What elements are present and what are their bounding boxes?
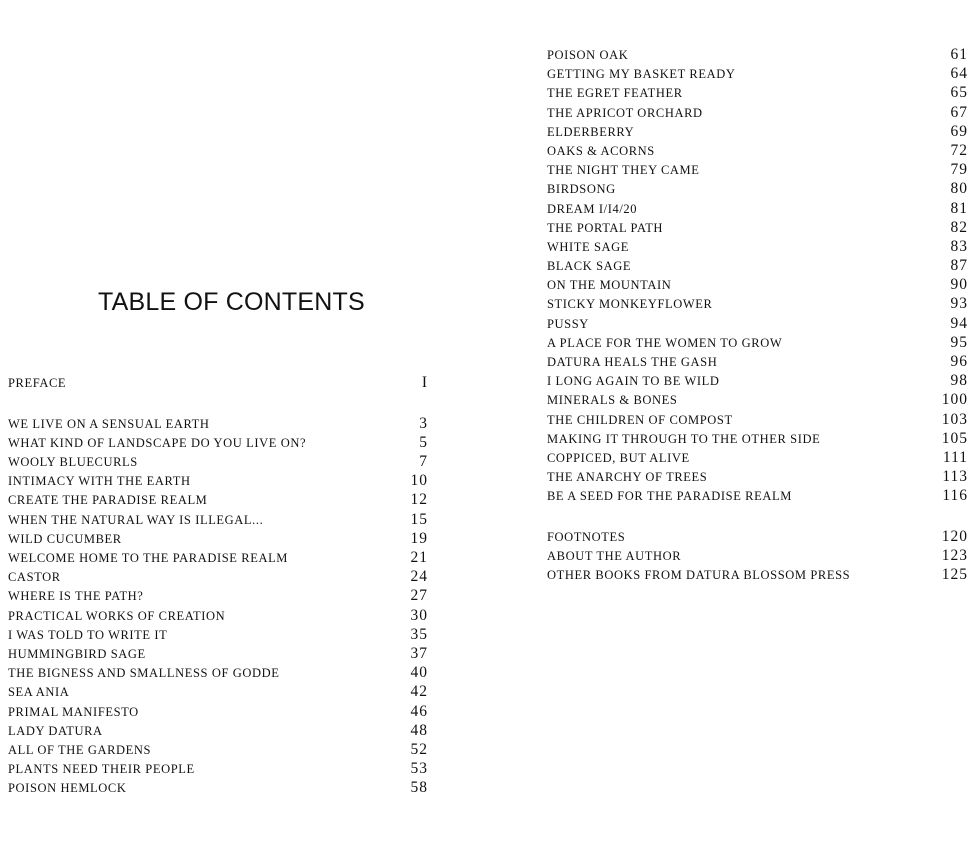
toc-entry-title: MAKING IT THROUGH TO THE OTHER SIDE bbox=[547, 431, 821, 446]
toc-entry-page: 67 bbox=[950, 103, 968, 121]
toc-entry[interactable] bbox=[8, 490, 428, 509]
toc-entry[interactable] bbox=[547, 294, 968, 313]
toc-entry[interactable] bbox=[547, 64, 968, 83]
toc-entry-title: PRIMAL MANIFESTO bbox=[8, 704, 139, 719]
toc-entry[interactable] bbox=[8, 433, 428, 452]
toc-entry[interactable] bbox=[8, 529, 428, 548]
toc-right-column bbox=[547, 45, 968, 585]
toc-entry-page: 12 bbox=[410, 491, 428, 509]
page-title: TABLE OF CONTENTS bbox=[98, 288, 365, 316]
toc-entry-title: DATURA HEALS THE GASH bbox=[547, 355, 718, 369]
toc-entry-title: LADY DATURA bbox=[8, 723, 103, 738]
toc-entry-page: 81 bbox=[950, 199, 968, 217]
toc-entry-title: PLANTS NEED THEIR PEOPLE bbox=[8, 762, 195, 777]
toc-entry-title: THE APRICOT ORCHARD bbox=[547, 105, 703, 120]
toc-entry[interactable] bbox=[8, 682, 428, 701]
toc-entry-title: WELCOME HOME TO THE PARADISE REALM bbox=[8, 551, 289, 565]
toc-entry-page: 116 bbox=[942, 487, 968, 505]
toc-entry-title: WHAT KIND OF LANDSCAPE DO YOU LIVE ON? bbox=[8, 435, 307, 450]
toc-entry-title: WHEN THE NATURAL WAY IS ILLEGAL... bbox=[8, 512, 264, 527]
toc-entry[interactable] bbox=[8, 548, 428, 567]
toc-entry-page: 113 bbox=[942, 468, 968, 486]
toc-entry-page: 53 bbox=[410, 760, 428, 778]
toc-entry-page: 69 bbox=[950, 122, 968, 140]
toc-entry[interactable] bbox=[547, 83, 968, 102]
toc-entry-page: 111 bbox=[942, 448, 968, 466]
toc-entry-title: WOOLY BLUECURLS bbox=[8, 455, 138, 470]
toc-entry[interactable] bbox=[547, 160, 968, 179]
toc-entry-page: 96 bbox=[950, 353, 968, 370]
toc-entry-page: 3 bbox=[419, 414, 428, 432]
toc-entry[interactable] bbox=[547, 122, 968, 141]
toc-entry[interactable] bbox=[8, 663, 428, 682]
toc-entry-title: PRACTICAL WORKS OF CREATION bbox=[8, 608, 226, 623]
toc-entry[interactable] bbox=[547, 179, 968, 198]
toc-entry[interactable] bbox=[8, 567, 428, 586]
toc-entry[interactable] bbox=[547, 448, 968, 467]
toc-entry-title: THE ANARCHY OF TREES bbox=[547, 470, 708, 485]
toc-entry-title: THE CHILDREN OF COMPOST bbox=[547, 412, 733, 427]
toc-entry-page: 94 bbox=[950, 314, 968, 332]
toc-entry-title: HUMMINGBIRD SAGE bbox=[8, 646, 146, 661]
toc-entry-title: FOOTNOTES bbox=[547, 530, 626, 544]
toc-entry-page: 48 bbox=[410, 721, 428, 739]
toc-entry-title: THE NIGHT THEY CAME bbox=[547, 163, 700, 178]
toc-entry-page: 105 bbox=[941, 429, 968, 447]
toc-entry-title: PREFACE bbox=[8, 376, 67, 390]
toc-entry-page: 125 bbox=[941, 566, 968, 584]
toc-entry-page: 19 bbox=[410, 529, 428, 547]
toc-entry[interactable] bbox=[547, 45, 968, 64]
toc-entry-page: 21 bbox=[410, 549, 428, 566]
toc-entry-page: 100 bbox=[941, 391, 968, 409]
section-spacer bbox=[8, 392, 428, 414]
toc-entry-title: CASTOR bbox=[8, 570, 61, 585]
toc-entry[interactable] bbox=[547, 352, 968, 371]
toc-entry-title: ALL OF THE GARDENS bbox=[8, 742, 152, 757]
toc-entry-title: I LONG AGAIN TO BE WILD bbox=[547, 374, 720, 389]
toc-entry[interactable] bbox=[547, 141, 968, 160]
toc-entry-page: 72 bbox=[950, 141, 968, 159]
toc-entry-page: 40 bbox=[410, 664, 428, 682]
toc-entry-page: 95 bbox=[950, 333, 968, 351]
toc-entry[interactable] bbox=[547, 467, 968, 486]
toc-entry-page: 79 bbox=[950, 161, 968, 179]
toc-entry-title: POISON HEMLOCK bbox=[8, 781, 127, 796]
toc-entry-page: 64 bbox=[950, 65, 968, 83]
toc-entry-page: 46 bbox=[410, 702, 428, 720]
toc-entry[interactable] bbox=[547, 275, 968, 294]
toc-entry[interactable] bbox=[8, 452, 428, 471]
toc-entry[interactable] bbox=[547, 314, 968, 333]
toc-entry-title: ELDERBERRY bbox=[547, 124, 635, 139]
toc-entry-page: 30 bbox=[410, 606, 428, 624]
toc-entry-page: 7 bbox=[419, 453, 428, 471]
toc-entry[interactable] bbox=[547, 103, 968, 122]
toc-entry-page: 98 bbox=[950, 372, 968, 390]
toc-entry[interactable] bbox=[547, 410, 968, 429]
toc-entry-page: 27 bbox=[410, 587, 428, 605]
toc-entry-title: CREATE THE PARADISE REALM bbox=[8, 493, 208, 508]
toc-entry-page: 103 bbox=[941, 410, 968, 428]
toc-entry-page: 83 bbox=[950, 237, 968, 255]
toc-entry[interactable] bbox=[547, 527, 968, 546]
toc-entry[interactable] bbox=[547, 218, 968, 237]
toc-entry[interactable] bbox=[547, 546, 968, 565]
toc-entry[interactable] bbox=[547, 256, 968, 275]
toc-entry-preface[interactable] bbox=[8, 373, 428, 392]
toc-entry[interactable] bbox=[547, 237, 968, 256]
toc-entry-title: BIRDSONG bbox=[547, 182, 616, 197]
toc-entry-page: 5 bbox=[419, 433, 428, 451]
toc-entry-page: 10 bbox=[410, 472, 428, 490]
toc-entry-page: 58 bbox=[410, 779, 428, 797]
toc-entry-title: THE EGRET FEATHER bbox=[547, 86, 683, 101]
toc-entry-title: BLACK SAGE bbox=[547, 259, 632, 274]
toc-entry-title: POISON OAK bbox=[547, 48, 629, 62]
toc-entry[interactable] bbox=[8, 606, 428, 625]
toc-entry[interactable] bbox=[8, 759, 428, 778]
toc-entry[interactable] bbox=[547, 390, 968, 409]
toc-entry-title: COPPICED, BUT ALIVE bbox=[547, 450, 690, 465]
toc-entry-title: THE PORTAL PATH bbox=[547, 220, 664, 235]
toc-entry-page: 37 bbox=[410, 644, 428, 662]
toc-entry[interactable] bbox=[8, 471, 428, 490]
toc-entry[interactable] bbox=[547, 565, 968, 584]
toc-entry-title: WHERE IS THE PATH? bbox=[8, 589, 144, 604]
toc-entry-page: 42 bbox=[410, 683, 428, 701]
section-spacer bbox=[547, 506, 968, 528]
toc-entry-page: 61 bbox=[950, 46, 968, 63]
toc-back-matter bbox=[547, 527, 968, 585]
toc-entry[interactable] bbox=[8, 510, 428, 529]
toc-entry-page: 120 bbox=[941, 528, 968, 545]
toc-entry-page: 82 bbox=[950, 218, 968, 236]
toc-entry-title: OTHER BOOKS FROM DATURA BLOSSOM PRESS bbox=[547, 568, 851, 583]
toc-entry[interactable] bbox=[8, 644, 428, 663]
toc-entry-page: 93 bbox=[950, 295, 968, 313]
toc-entry[interactable] bbox=[547, 199, 968, 218]
toc-entry-page: 24 bbox=[410, 568, 428, 586]
toc-entry-title: OAKS & ACORNS bbox=[547, 143, 655, 158]
toc-entry-title: I WAS TOLD TO WRITE IT bbox=[8, 627, 168, 642]
toc-entry[interactable] bbox=[547, 486, 968, 505]
toc-entry-title: PUSSY bbox=[547, 316, 589, 331]
toc-entry-title: SEA ANIA bbox=[8, 685, 70, 700]
toc-entry-title: BE A SEED FOR THE PARADISE REALM bbox=[547, 489, 792, 504]
toc-entry-title: THE BIGNESS AND SMALLNESS OF GODDE bbox=[8, 666, 280, 681]
toc-entry-title: WILD CUCUMBER bbox=[8, 531, 122, 546]
toc-right-entries bbox=[547, 45, 968, 506]
toc-left-column bbox=[8, 373, 428, 797]
toc-entry-title: ON THE MOUNTAIN bbox=[547, 278, 672, 293]
toc-entry-title: A PLACE FOR THE WOMEN TO GROW bbox=[547, 335, 783, 350]
toc-entry[interactable] bbox=[547, 371, 968, 390]
toc-entry-title: WHITE SAGE bbox=[547, 239, 630, 254]
toc-entry-page: I bbox=[421, 374, 428, 391]
toc-entry[interactable] bbox=[8, 586, 428, 605]
toc-left-entries bbox=[8, 414, 428, 798]
toc-entry-title: GETTING MY BASKET READY bbox=[547, 67, 736, 82]
toc-entry[interactable] bbox=[8, 414, 428, 433]
toc-entry[interactable] bbox=[547, 429, 968, 448]
toc-entry-title: MINERALS & BONES bbox=[547, 393, 678, 408]
toc-entry-title: WE LIVE ON A SENSUAL EARTH bbox=[8, 416, 210, 431]
toc-entry-title: STICKY MONKEYFLOWER bbox=[547, 297, 713, 312]
toc-entry-title: DREAM I/I4/20 bbox=[547, 201, 638, 216]
toc-entry[interactable] bbox=[8, 740, 428, 759]
toc-entry[interactable] bbox=[8, 778, 428, 797]
toc-entry-title: INTIMACY WITH THE EARTH bbox=[8, 474, 191, 489]
toc-entry[interactable] bbox=[8, 625, 428, 644]
toc-entry-page: 35 bbox=[410, 625, 428, 643]
toc-entry-page: 15 bbox=[410, 510, 428, 528]
toc-entry-page: 123 bbox=[941, 547, 968, 565]
toc-entry[interactable] bbox=[547, 333, 968, 352]
toc-entry[interactable] bbox=[8, 721, 428, 740]
toc-entry-title: ABOUT THE AUTHOR bbox=[547, 549, 682, 564]
toc-entry-page: 90 bbox=[950, 276, 968, 294]
toc-entry[interactable] bbox=[8, 702, 428, 721]
toc-entry-page: 52 bbox=[410, 740, 428, 758]
toc-entry-page: 80 bbox=[950, 180, 968, 198]
toc-entry-page: 65 bbox=[950, 84, 968, 102]
toc-entry-page: 87 bbox=[950, 257, 968, 275]
